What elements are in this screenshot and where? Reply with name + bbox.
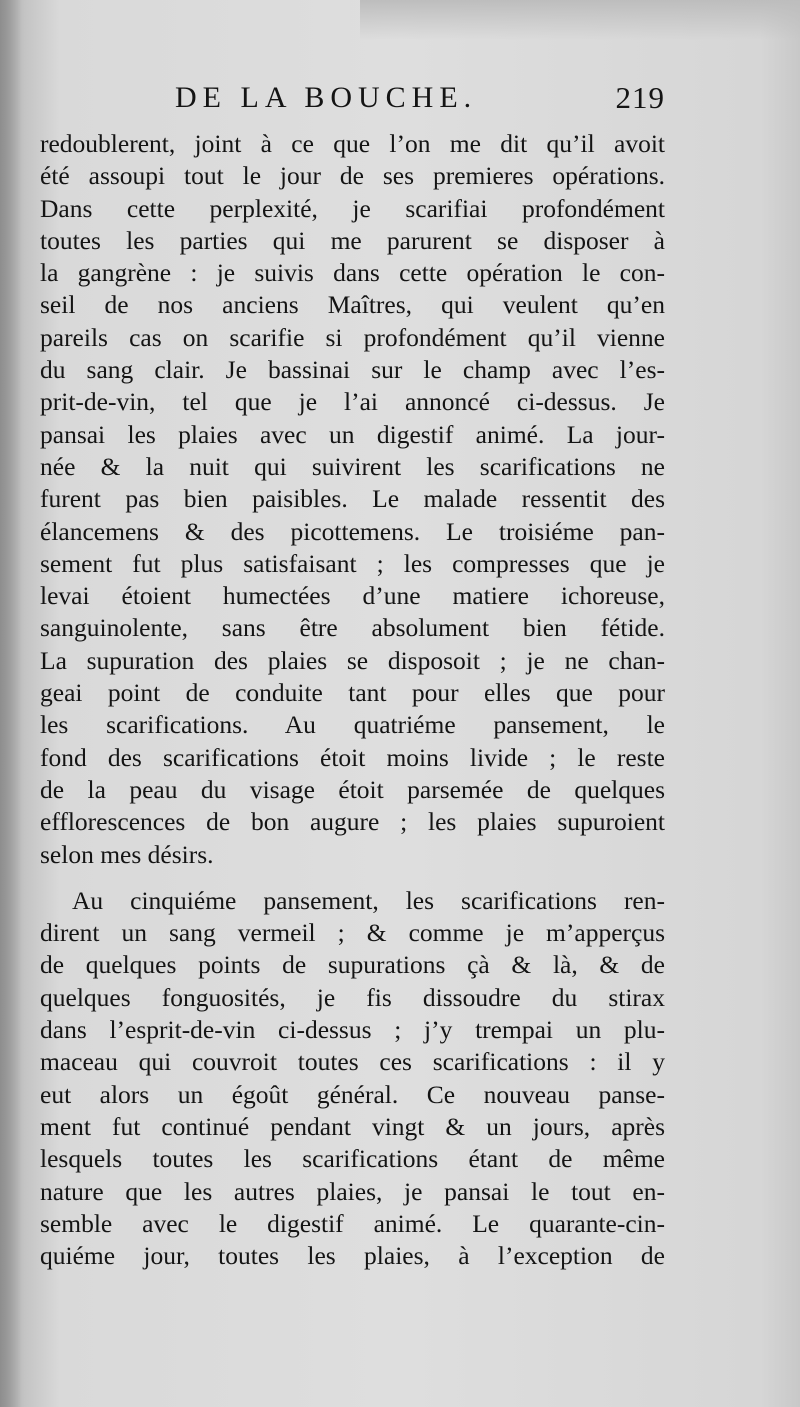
text-line: dirent un sang vermeil ; & comme je m’apperçus (40, 918, 665, 948)
text-line: sanguinolente, sans être absolument bien fétide. (40, 613, 665, 643)
text-line: la gangrène : je suivis dans cette opération le con- (40, 258, 665, 288)
page-gutter-shadow (0, 0, 22, 1407)
text-line: toutes les parties qui me parurent se disposer à (40, 225, 665, 255)
page-number: 219 (615, 80, 665, 115)
text-line: furent pas bien paisibles. Le malade ressentit des (40, 484, 665, 514)
text-line: selon mes désirs. (40, 839, 214, 869)
text-line: quiéme jour, toutes les plaies, à l’exception de (40, 1241, 665, 1271)
paragraph-gap (40, 871, 665, 885)
text-line: élancemens & des picottemens. Le troisiéme pan- (40, 516, 665, 546)
text-line: de la peau du visage étoit parsemée de quelques (40, 774, 665, 804)
text-line: pareils cas on scarifie si profondément qu’il vienne (40, 322, 665, 352)
text-line: fond des scarifications étoit moins livide ; le reste (40, 742, 665, 772)
text-line: redoublerent, joint à ce que l’on me dit qu’il avoit (40, 129, 665, 158)
text-line: pansai les plaies avec un digestif animé. La jour- (40, 419, 665, 449)
text-line: eut alors un égoût général. Ce nouveau panse- (40, 1079, 665, 1109)
text-line: ment fut continué pendant vingt & un jours, après (40, 1111, 665, 1141)
text-line: été assoupi tout le jour de ses premieres opérations. (40, 161, 665, 191)
text-line: lesquels toutes les scarifications étant de même (40, 1144, 665, 1174)
text-line: du sang clair. Je bassinai sur le champ avec l’es- (40, 355, 665, 385)
text-line: Au cinquiéme pansement, les scarifications ren- (72, 885, 665, 915)
paragraph-1 (40, 128, 665, 871)
text-line: levai étoient humectées d’une matiere ichoreuse, (40, 581, 665, 611)
text-line: geai point de conduite tant pour elles que pour (40, 678, 665, 708)
paragraph-2 (40, 885, 665, 1273)
text-line: quelques fonguosités, je fis dissoudre du stirax (40, 982, 665, 1012)
text-line: semble avec le digestif animé. Le quarante-cin- (40, 1208, 665, 1238)
text-line: Dans cette perplexité, je scarifiai profondément (40, 193, 665, 223)
text-line: prit-de-vin, tel que je l’ai annoncé ci-dessus. Je (40, 387, 665, 417)
text-line: dans l’esprit-de-vin ci-dessus ; j’y trempai un plu- (40, 1015, 665, 1045)
text-line: efflorescences de bon augure ; les plaies supuroient (40, 807, 665, 837)
text-line: née & la nuit qui suivirent les scarifications ne (40, 451, 665, 481)
page-top-shadow (360, 0, 800, 40)
text-line: les scarifications. Au quatriéme pansement, le (40, 710, 665, 740)
text-line: maceau qui couvroit toutes ces scarifications : il y (40, 1047, 665, 1077)
text-line: La supuration des plaies se disposoit ; je ne chan- (40, 645, 665, 675)
text-line: nature que les autres plaies, je pansai le tout en- (40, 1176, 665, 1206)
text-line: seil de nos anciens Maîtres, qui veulent qu’en (40, 290, 665, 320)
text-line: de quelques points de supurations çà & là, & de (40, 950, 665, 980)
body-text (40, 128, 665, 1272)
text-line: sement fut plus satisfaisant ; les compresses que je (40, 548, 665, 578)
running-head: DE LA BOUCHE. (175, 81, 478, 114)
page-header (40, 78, 665, 122)
